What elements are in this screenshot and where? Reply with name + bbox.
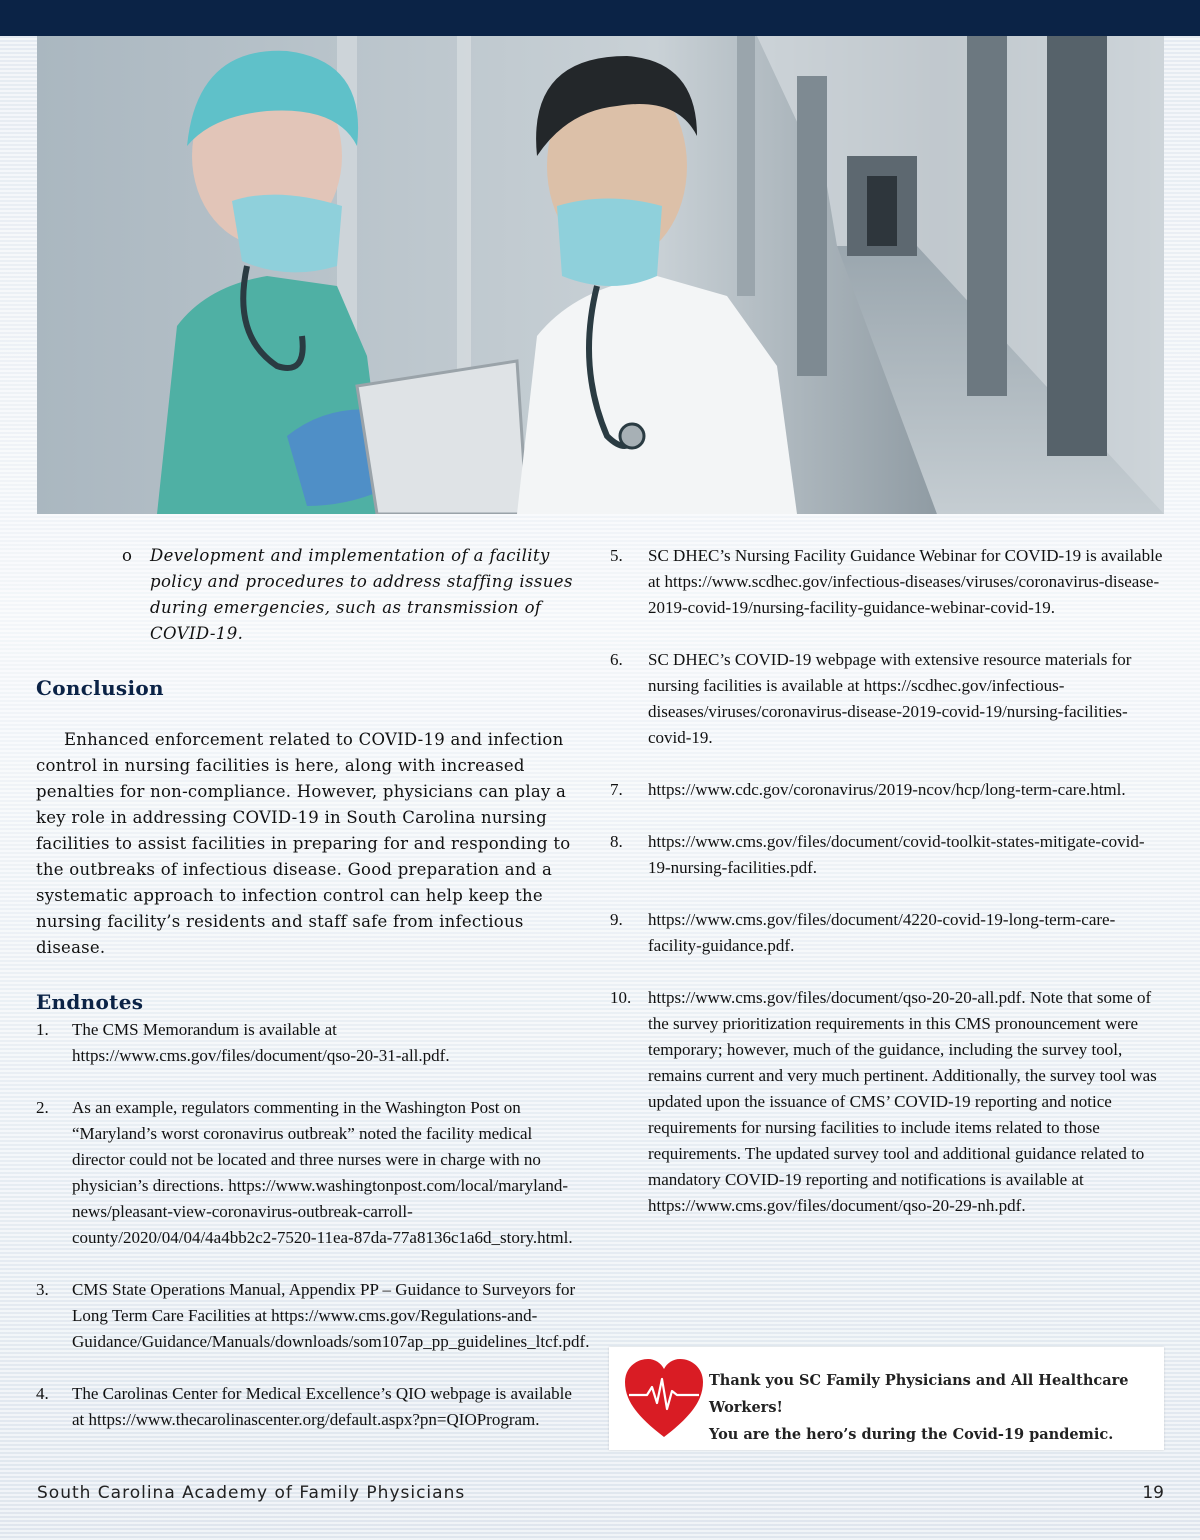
bullet-marker: o [122,546,133,565]
footer-organization: South Carolina Academy of Family Physicians [37,1483,466,1503]
endnote-text: https://www.cdc.gov/coronavirus/2019-ncov/hcp/long-term-care.html. [648,780,1126,799]
endnotes-list-right [610,543,1165,1219]
hero-illustration [37,36,1164,514]
endnotes-list-left [36,1017,590,1433]
page-number: 19 [1142,1483,1164,1503]
endnote-item [610,829,1165,881]
top-bar [0,0,1200,36]
conclusion-paragraph: Enhanced enforcement related to COVID-19 and infection control in nursing facilities is here, along with increased penalties for non-compliance. However, physicians can play a key role in addressing COVID-19 in South Carolina nursing facilities to assist facilities in preparing for and responding to the outbreaks of infectious disease. Good preparation and a systematic approach to infection control can help keep the nursing facility’s residents and staff safe from infectious disease. [36,730,571,957]
thank-you-banner [609,1347,1164,1450]
endnote-text: SC DHEC’s COVID-19 webpage with extensive resource materials for nursing facilities is available at https://scdhec.gov/infectious-diseases/viruses/coronavirus-disease-2019-covid-19/nursing-facilities-covid-19. [648,650,1132,747]
thank-you-text [709,1367,1159,1448]
endnote-number: 9. [610,910,623,929]
endnote-text: https://www.cms.gov/files/document/qso-20-20-all.pdf. Note that some of the survey prioritization requirements in this CMS pronouncement were temporary; however, much of the guidance, including the survey tool, remains current and very much pertinent. Additionally, the survey tool was updated upon the issuance of CMS’ COVID-19 reporting and notice requirements for nursing facilities to include items related to those requirements. The updated survey tool and additional guidance related to mandatory COVID-19 reporting and notifications is available at https://www.cms.gov/files/document/qso-20-29-nh.pdf. [648,988,1157,1215]
endnote-item [36,1095,576,1251]
endnote-text: As an example, regulators commenting in the Washington Post on “Maryland’s worst coronavirus outbreak” noted the facility medical director could not be located and three nurses were in charge with no physician’s directions. https://www.washingtonpost.com/local/maryland-news/pleasant-view-coronavirus-outbreak-carroll-county/2020/04/04/4a4bb2c2-7520-11ea-87da-77a8136c1a6d_story.html. [72,1098,573,1247]
endnote-number: 4. [36,1384,49,1403]
endnote-item [610,985,1165,1219]
endnote-text: https://www.cms.gov/files/document/covid-toolkit-states-mitigate-covid-19-nursing-facilities.pdf. [648,832,1145,877]
hero-photo [37,36,1164,514]
thank-you-line-2: You are the hero’s during the Covid-19 pandemic. [709,1426,1114,1443]
endnote-item [36,1017,576,1069]
endnote-item [36,1277,590,1355]
endnote-number: 6. [610,650,623,669]
sub-bullet-text: Development and implementation of a facility policy and procedures to address staffing issues during emergencies, such as transmission of COVID-19. [150,546,573,643]
endnote-item [610,647,1165,751]
endnotes-heading: Endnotes [36,990,144,1014]
endnote-text: The CMS Memorandum is available at https://www.cms.gov/files/document/qso-20-31-all.pdf. [72,1020,450,1065]
endnote-number: 5. [610,546,623,565]
endnote-number: 8. [610,832,623,851]
endnote-item [610,777,1165,803]
endnote-number: 2. [36,1098,49,1117]
left-column [36,543,590,1459]
thank-you-line-1: Thank you SC Family Physicians and All Healthcare Workers! [709,1372,1129,1416]
endnote-text: https://www.cms.gov/files/document/4220-covid-19-long-term-care-facility-guidance.pdf. [648,910,1116,955]
endnote-text: SC DHEC’s Nursing Facility Guidance Webinar for COVID-19 is available at https://www.scdhec.gov/infectious-diseases/viruses/coronavirus-disease-2019-covid-19/nursing-facility-guidance-webinar-covid-19. [648,546,1163,617]
endnote-item [610,543,1165,621]
endnote-text: CMS State Operations Manual, Appendix PP – Guidance to Surveyors for Long Term Care Facilities at https://www.cms.gov/Regulations-and-Guidance/Guidance/Manuals/downloads/som107ap_pp_guidelines_ltcf.pdf. [72,1280,590,1351]
endnote-number: 7. [610,780,623,799]
endnote-number: 1. [36,1020,49,1039]
endnote-item [36,1381,576,1433]
sub-bullet-item [122,543,576,647]
endnote-number: 10. [610,988,632,1007]
right-column [610,543,1165,1245]
heart-icon [623,1357,705,1441]
endnote-text: The Carolinas Center for Medical Excellence’s QIO webpage is available at https://www.thecarolinascenter.org/default.aspx?pn=QIOProgram. [72,1384,572,1429]
conclusion-heading: Conclusion [36,676,164,700]
endnote-item [610,907,1165,959]
endnote-number: 3. [36,1280,49,1299]
